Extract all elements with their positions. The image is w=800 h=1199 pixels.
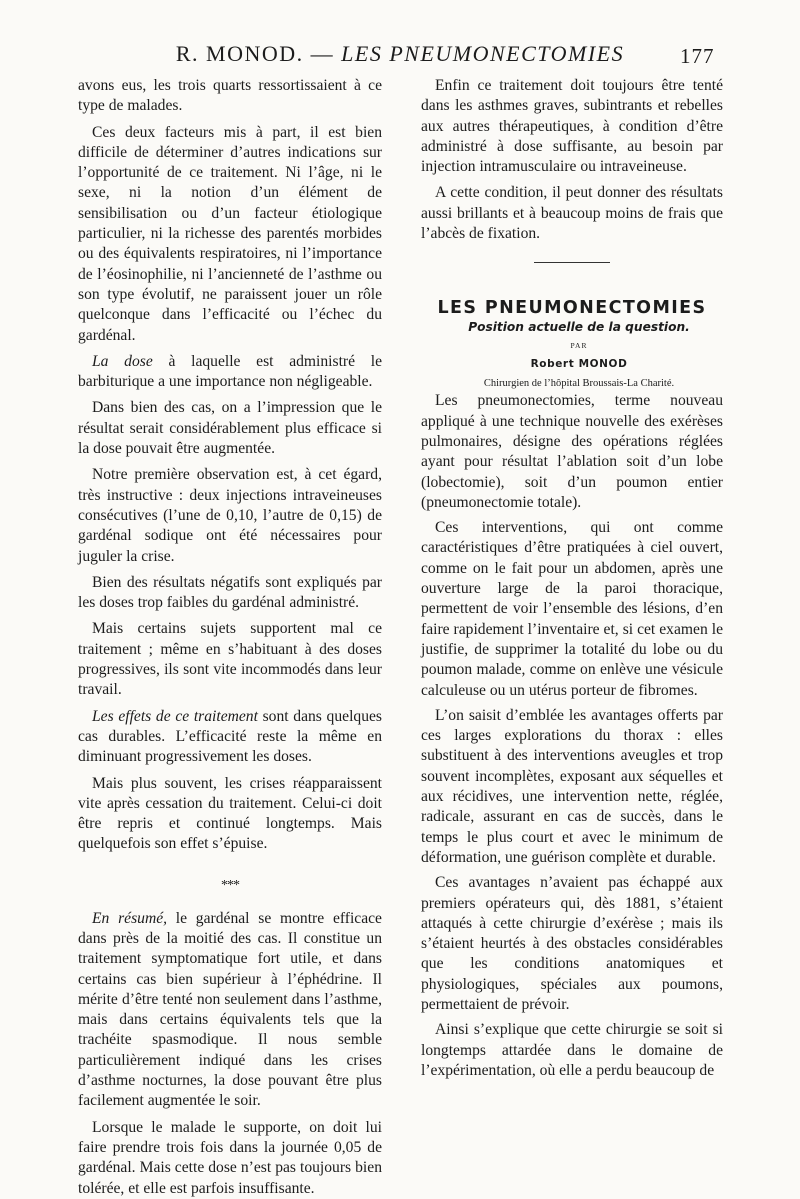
italic-lead: La dose [92, 352, 153, 370]
section-divider [534, 262, 610, 263]
paragraph: Ces deux facteurs mis à part, il est bien difficile de déterminer d’autres indications sur l’opportunité de ce traitement. Ni l’âge, ni le sexe, ni la notion d’un élément de sensibilisation ou d’un facteur étiologique particulier, ni la richesse des parentés morbides ou des équivalents respiratoires, ni l’importance de l’éosinophilie, ni l’ancienneté de l’asthme ou son type évolutif, ne paraissent jouer un rôle quelconque dans l’efficacité ou l’échec du gardénal. [78, 123, 382, 344]
running-title-author: R. MONOD. [175, 41, 304, 66]
paragraph: Notre première observation est, à cet égard, très instructive : deux injections intraveineuses consécutives (l’une de 0,10, l’autre de 0,15) de gardénal sodique ont été nécessaires pour juguler la crise. [78, 466, 382, 565]
article-body [421, 391, 723, 1081]
article-subtitle: Position actuelle de la question. [468, 320, 690, 335]
byline-author: Robert MONOD [530, 358, 628, 371]
paragraph: Ces interventions, qui ont comme caractéristiques d’être pratiquées à ciel ouvert, comme on le fait pour un abdomen, après une ouverture large de la paroi thoracique, permettent de voir l’ensemble des lésions, d’en faire rapidement l’inventaire et, si cet examen le justifie, de supprimer la totalité du lobe ou du poumon malade, comme on enlève une vésicule calculeuse ou un utérus porteur de fibromes. [421, 519, 723, 699]
section-break-asterism: *** [221, 877, 239, 893]
page-number: 177 [680, 44, 715, 68]
running-title-topic: LES PNEUMONECTOMIES [341, 41, 625, 66]
paragraph: Bien des résultats négatifs sont expliqués par les doses trop faibles du gardénal administré. [78, 573, 382, 612]
paragraph-text: sont dans quelques cas durables. L’efficacité reste la même en diminuant progressivement les doses. [78, 707, 382, 766]
paragraph: Ainsi s’explique que cette chirurgie se soit si longtemps attardée dans le domaine de l’expérimentation, où elle a perdu beaucoup de [421, 1021, 723, 1079]
article-title: LES PNEUMONECTOMIES [437, 298, 707, 319]
paragraph: Ces avantages n’avaient pas échappé aux premiers opérateurs qui, dès 1881, s’étaient attaqués à cette chirurgie d’exérèse ; mais ils s’étaient heurtés à des obstacles considérables que les conditions anatomiques et physiologiques, spéciales aux poumons, permettaient de prévoir. [421, 874, 723, 1013]
paragraph: Lorsque le malade le supporte, on doit lui faire prendre trois fois dans la journée 0,05 de gardénal. Mais cette dose n’est pas toujours bien tolérée, et elle est parfois insuffisante. [78, 1118, 382, 1197]
paragraph: Les pneumonectomies, terme nouveau appliqué à une technique nouvelle des exérèses pulmonaires, désigne des opérations réglées ayant pour résultat l’ablation soit d’un lobe (lobectomie), soit d’un poumon entier (pneumonectomie totale). [421, 392, 723, 511]
italic-lead: Les effets de ce traitement [92, 707, 258, 725]
page-header [0, 0, 800, 80]
running-title-separator: — [303, 41, 342, 66]
paragraph-text: à laquelle est administré le barbiturique a une importance non négligeable. [78, 352, 382, 391]
italic-lead: En résumé, [92, 909, 168, 927]
paragraph [78, 707, 382, 768]
paragraph-text: le gardénal se montre efficace dans près de la moitié des cas. Il constitue un traitement symptomatique fort utile, et dans certains cas bien supérieur à l’éphédrine. Il mérite d’être tenté non seulement dans l’asthme, mais dans certains équivalents tels que la trachéite spasmodique. Il nous semble particulièrement indiqué dans les crises d’asthme nocturnes, la dose pouvant être plus facilement augmentée le soir. [78, 909, 382, 1110]
left-column [78, 76, 382, 1199]
paragraph: Enfin ce traitement doit toujours être tenté dans les asthmes graves, subintrants et rebelles aux autres thérapeutiques, à condition d’être administré à dose suffisante, au besoin par injection intramusculaire ou intraveineuse. [421, 77, 723, 176]
paragraph: Mais certains sujets supportent mal ce traitement ; même en s’habituant à des doses progressives, ils sont vite incommodés dans leur travail. [78, 620, 382, 699]
byline-affiliation: Chirurgien de l’hôpital Broussais-La Charité. [483, 378, 675, 390]
right-column [421, 76, 723, 1081]
paragraph [78, 909, 382, 1112]
paragraph: Mais plus souvent, les crises réapparaissent vite après cessation du traitement. Celui-ci doit être repris et continué longtemps. Mais quelquefois son effet s’épuise. [78, 774, 382, 853]
paragraph: L’on saisit d’emblée les avantages offerts par ces larges explorations du thorax : elles substituent à des interventions aveugles et trop souvent incomplètes, exposant aux séquelles et aux récidives, une intervention nette, réglée, radicale, assurant en cas de succès, dans le temps le plus court et avec le minimum de déformation, une guérison complète et durable. [421, 706, 723, 866]
paragraph: A cette condition, il peut donner des résultats aussi brillants et à beaucoup moins de frais que l’abcès de fixation. [421, 184, 723, 243]
paragraph: Dans bien des cas, on a l’impression que le résultat serait considérablement plus efficace si la dose pouvait être augmentée. [78, 399, 382, 458]
paragraph [78, 352, 382, 393]
byline-par: PAR [570, 341, 588, 351]
paragraph: avons eus, les trois quarts ressortissaient à ce type de malades. [78, 77, 382, 115]
